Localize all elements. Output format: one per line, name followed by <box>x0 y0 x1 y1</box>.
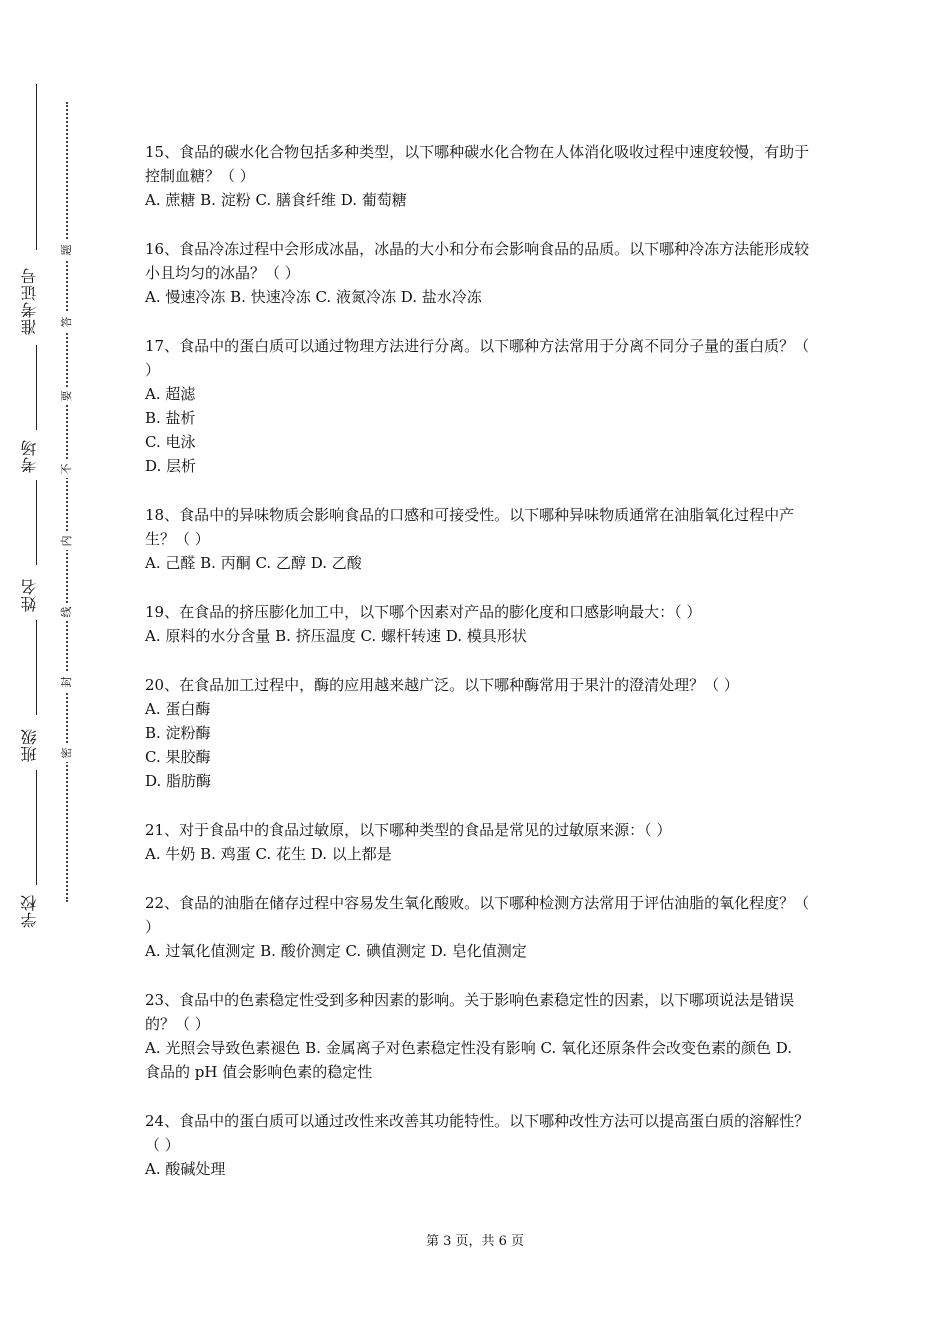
question-options: A. 慢速冷冻 B. 快速冷冻 C. 液氮冷冻 D. 盐水冷冻 <box>145 288 482 306</box>
question-23 <box>145 988 810 1084</box>
question-stem: 21、对于食品中的食品过敏原，以下哪种类型的食品是常见的过敏原来源：（ ） <box>145 821 672 839</box>
xm-underline <box>36 480 37 565</box>
option-a: A. 超滤 <box>145 385 196 403</box>
seal-char: 题 <box>58 241 76 259</box>
question-stem: 22、食品的油脂在储存过程中容易发生氧化酸败。以下哪种检测方法常用于评估油脂的氧化程度？（ ） <box>145 894 810 936</box>
bj-underline <box>36 620 37 715</box>
xx-underline <box>36 770 37 885</box>
question-stem: 16、食品冷冻过程中会形成冰晶，冰晶的大小和分布会影响食品的品质。以下哪种冷冻方法能形成较小且均匀的冰晶？（ ） <box>145 240 810 282</box>
option-b: B. 盐析 <box>145 409 196 427</box>
question-20 <box>145 673 810 793</box>
question-15 <box>145 140 810 212</box>
question-options: A. 蔗糖 B. 淀粉 C. 膳食纤维 D. 葡萄糖 <box>145 191 407 209</box>
label-school: 学校 <box>20 894 39 928</box>
zkzh-underline <box>36 84 37 250</box>
question-list <box>145 140 810 1206</box>
question-stem: 24、食品中的蛋白质可以通过改性来改善其功能特性。以下哪种改性方法可以提高蛋白质的溶解性？（ ） <box>145 1112 810 1154</box>
question-stem: 18、食品中的异味物质会影响食品的口感和可接受性。以下哪种异味物质通常在油脂氧化过程中产生？（ ） <box>145 506 795 548</box>
seal-char: 封 <box>58 673 76 691</box>
binding-margin <box>0 0 90 1344</box>
option-d: D. 层析 <box>145 457 197 475</box>
question-options: A. 己醛 B. 丙酮 C. 乙醇 D. 乙酸 <box>145 554 362 572</box>
option-a: A. 蛋白酶 <box>145 700 211 718</box>
question-options: A. 光照会导致色素褪色 B. 金属离子对色素稳定性没有影响 C. 氧化还原条件会改变色素的颜色 D. 食品的 pH 值会影响色素的稳定性 <box>145 1039 792 1081</box>
label-exam-room: 考场 <box>20 439 39 473</box>
question-options: A. 过氧化值测定 B. 酸价测定 C. 碘值测定 D. 皂化值测定 <box>145 942 527 960</box>
seal-line <box>66 102 68 902</box>
option-c: C. 电泳 <box>145 433 196 451</box>
kc-underline <box>36 345 37 430</box>
question-stem: 23、食品中的色素稳定性受到多种因素的影响。关于影响色素稳定性的因素，以下哪项说法是错误的？（ ） <box>145 991 795 1033</box>
question-stem: 20、在食品加工过程中，酶的应用越来越广泛。以下哪种酶常用于果汁的澄清处理？（ ） <box>145 676 739 694</box>
option-c: C. 果胶酶 <box>145 748 211 766</box>
page-number: 第 3 页，共 6 页 <box>425 1234 525 1249</box>
label-name: 姓名 <box>20 578 39 612</box>
seal-char: 密 <box>58 744 76 762</box>
option-b: B. 淀粉酶 <box>145 724 211 742</box>
question-24 <box>145 1109 810 1181</box>
question-stem: 15、食品的碳水化合物包括多种类型，以下哪种碳水化合物在人体消化吸收过程中速度较慢，有助于控制血糖？（ ） <box>145 143 810 185</box>
question-stem: 17、食品中的蛋白质可以通过物理方法进行分离。以下哪种方法常用于分离不同分子量的蛋白质？（ ） <box>145 337 810 379</box>
question-options: A. 牛奶 B. 鸡蛋 C. 花生 D. 以上都是 <box>145 845 392 863</box>
question-16 <box>145 237 810 309</box>
label-class: 班级 <box>20 728 39 762</box>
seal-char: 不 <box>58 460 76 478</box>
question-22 <box>145 891 810 963</box>
question-17 <box>145 334 810 478</box>
option-a: A. 酸碱处理 <box>145 1160 226 1178</box>
question-21 <box>145 818 810 866</box>
label-exam-number: 准考证号 <box>20 267 39 335</box>
seal-char: 答 <box>58 313 76 331</box>
seal-char: 要 <box>58 387 76 405</box>
question-stem: 19、在食品的挤压膨化加工中，以下哪个因素对产品的膨化度和口感影响最大：（ ） <box>145 603 702 621</box>
question-19 <box>145 600 810 648</box>
seal-char: 内 <box>58 532 76 550</box>
seal-char: 线 <box>58 603 76 621</box>
question-18 <box>145 503 810 575</box>
question-options: A. 原料的水分含量 B. 挤压温度 C. 螺杆转速 D. 模具形状 <box>145 627 527 645</box>
option-d: D. 脂肪酶 <box>145 772 212 790</box>
